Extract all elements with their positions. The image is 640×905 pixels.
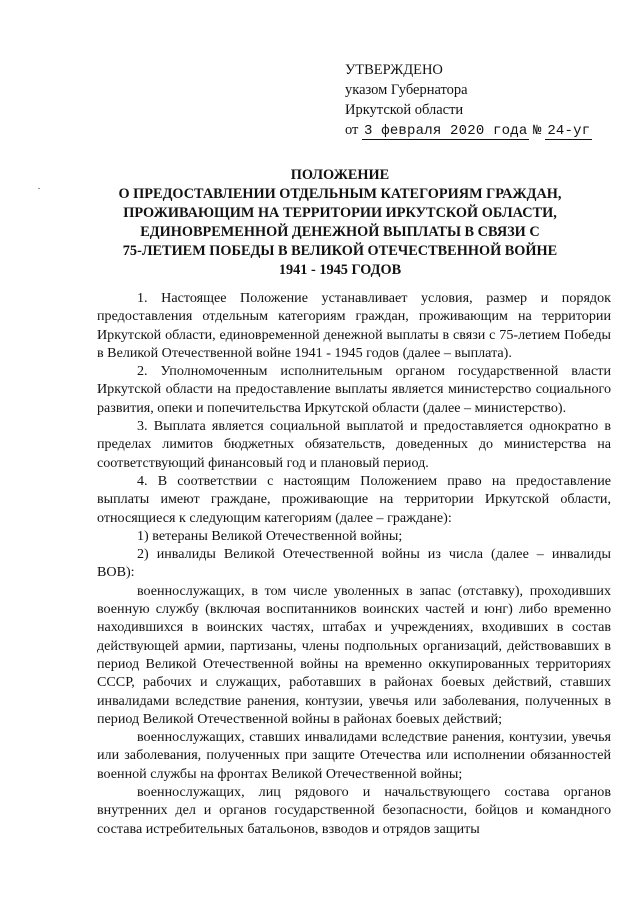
approval-prefix: от bbox=[345, 122, 359, 138]
approval-number-sign: № bbox=[533, 123, 542, 139]
scan-mark bbox=[38, 188, 40, 189]
title-line: ПРОЖИВАЮЩИМ НА ТЕРРИТОРИИ ИРКУТСКОЙ ОБЛАСТИ, bbox=[123, 205, 557, 221]
approval-line-1: УТВЕРЖДЕНО bbox=[345, 62, 443, 78]
title-line: 75-ЛЕТИЕМ ПОБЕДЫ В ВЕЛИКОЙ ОТЕЧЕСТВЕННОЙ ВОЙНЕ bbox=[122, 243, 558, 259]
paragraph-3: 3. Выплата является социальной выплатой и предоставляется однократно в пределах лимитов бюджетных обязательств, доведенных до министерства на соответствующий финансовый год и плановый период. bbox=[97, 418, 611, 471]
approval-number: 24-уг bbox=[547, 123, 591, 139]
list-item-invalids: 2) инвалиды Великой Отечественной войны из числа (далее – инвалиды ВОВ): bbox=[97, 546, 611, 581]
approval-line-2: указом Губернатора bbox=[345, 82, 468, 98]
list-item-veterans: 1) ветераны Великой Отечественной войны; bbox=[137, 527, 403, 544]
subitem-servicemen-front: военнослужащих, ставших инвалидами вследствие ранения, контузии, увечья или заболевания, полученных при защите Отечества или исполнении обязанностей военной службы на фронтах Великой Отечественной войны; bbox=[97, 729, 611, 782]
approval-line-3: Иркутской области bbox=[345, 102, 464, 118]
title-line: О ПРЕДОСТАВЛЕНИИ ОТДЕЛЬНЫМ КАТЕГОРИЯМ ГРАЖДАН, bbox=[118, 186, 562, 202]
title-line: 1941 - 1945 ГОДОВ bbox=[278, 262, 402, 278]
title-line: ПОЛОЖЕНИЕ bbox=[290, 167, 390, 183]
approval-date-line bbox=[345, 120, 592, 141]
approval-date: 3 февраля 2020 года bbox=[364, 123, 528, 139]
paragraph-4: 4. В соответствии с настоящим Положением право на предоставление выплаты имеют граждане, проживающие на территории Иркутской области, относящиеся к следующим категориям (далее – граждане): bbox=[97, 472, 611, 526]
document-body bbox=[97, 289, 611, 838]
title-line: ЕДИНОВРЕМЕННОЙ ДЕНЕЖНОЙ ВЫПЛАТЫ В СВЯЗИ С bbox=[140, 224, 540, 240]
paragraph-2: 2. Уполномоченным исполнительным органом государственной власти Иркутской области на предоставление выплаты является министерство социального развития, опеки и попечительства Иркутской области (далее – министерство). bbox=[97, 363, 611, 416]
subitem-internal-affairs: военнослужащих, лиц рядового и начальствующего состава органов внутренних дел и органов государственной безопасности, бойцов и командного состава истребительных батальонов, взводов и отрядов защиты bbox=[97, 784, 611, 837]
approval-stamp bbox=[345, 60, 592, 141]
paragraph-1: 1. Настоящее Положение устанавливает условия, размер и порядок предоставления отдельным категориям граждан, проживающим на территории Иркутской области, единовременной денежной выплаты в связи с 75-летием Победы в Великой Отечественной войне 1941 - 1945 годов (далее – выплата). bbox=[97, 290, 611, 361]
subitem-servicemen: военнослужащих, в том числе уволенных в запас (отставку), проходивших военную службу (включая воспитанников воинских частей и юнг) либо временно находившихся в воинских частях, штабах и учреждениях, входивших в состав действующей армии, партизаны, члены подпольных организаций, действовавших в период Великой Отечественной войны на временно оккупированных территориях СССР, рабочих и служащих, работавших в районах боевых действий, ставших инвалидами вследствие ранения, контузии, увечья или заболевания, полученных в период Великой Отечественной войны в районах боевых действий; bbox=[97, 582, 611, 727]
document-title bbox=[80, 166, 600, 280]
